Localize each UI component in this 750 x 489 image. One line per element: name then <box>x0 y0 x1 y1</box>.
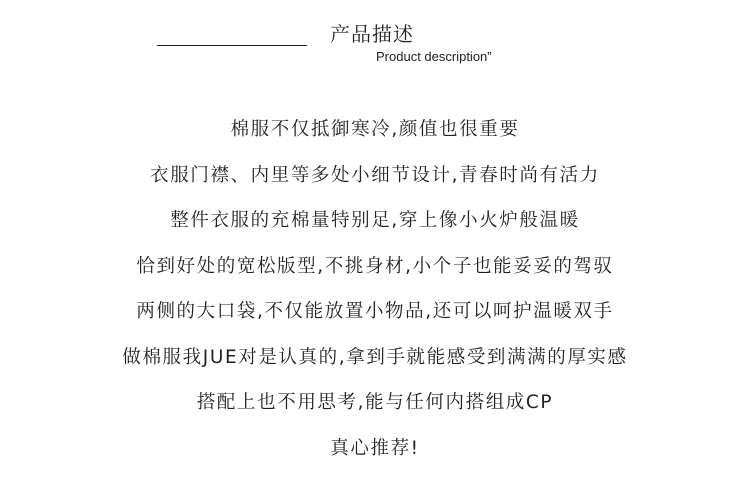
section-title: 产品描述 <box>330 22 414 46</box>
description-line: 棉服不仅抵御寒冷,颜值也很重要 <box>230 119 520 140</box>
description-line: 恰到好处的宽松版型,不挑身材,小个子也能妥妥的驾驭 <box>136 255 614 277</box>
description-line: 搭配上也不用思考,能与任何内搭组成CP <box>196 392 554 413</box>
description-line: 两侧的大口袋,不仅能放置小物品,还可以呵护温暖双手 <box>136 301 614 322</box>
description-line: 真心推荐! <box>330 437 420 459</box>
description-line: 衣服门襟、内里等多处小细节设计,青春时尚有活力 <box>150 164 600 186</box>
description-line: 做棉服我JUE对是认真的,拿到手就能感受到满满的厚实感 <box>122 346 628 368</box>
description-body <box>0 112 750 476</box>
section-subtitle: Product description” <box>376 49 492 64</box>
description-line: 整件衣服的充棉量特别足,穿上像小火炉般温暖 <box>170 210 580 231</box>
header-rule <box>157 45 307 46</box>
